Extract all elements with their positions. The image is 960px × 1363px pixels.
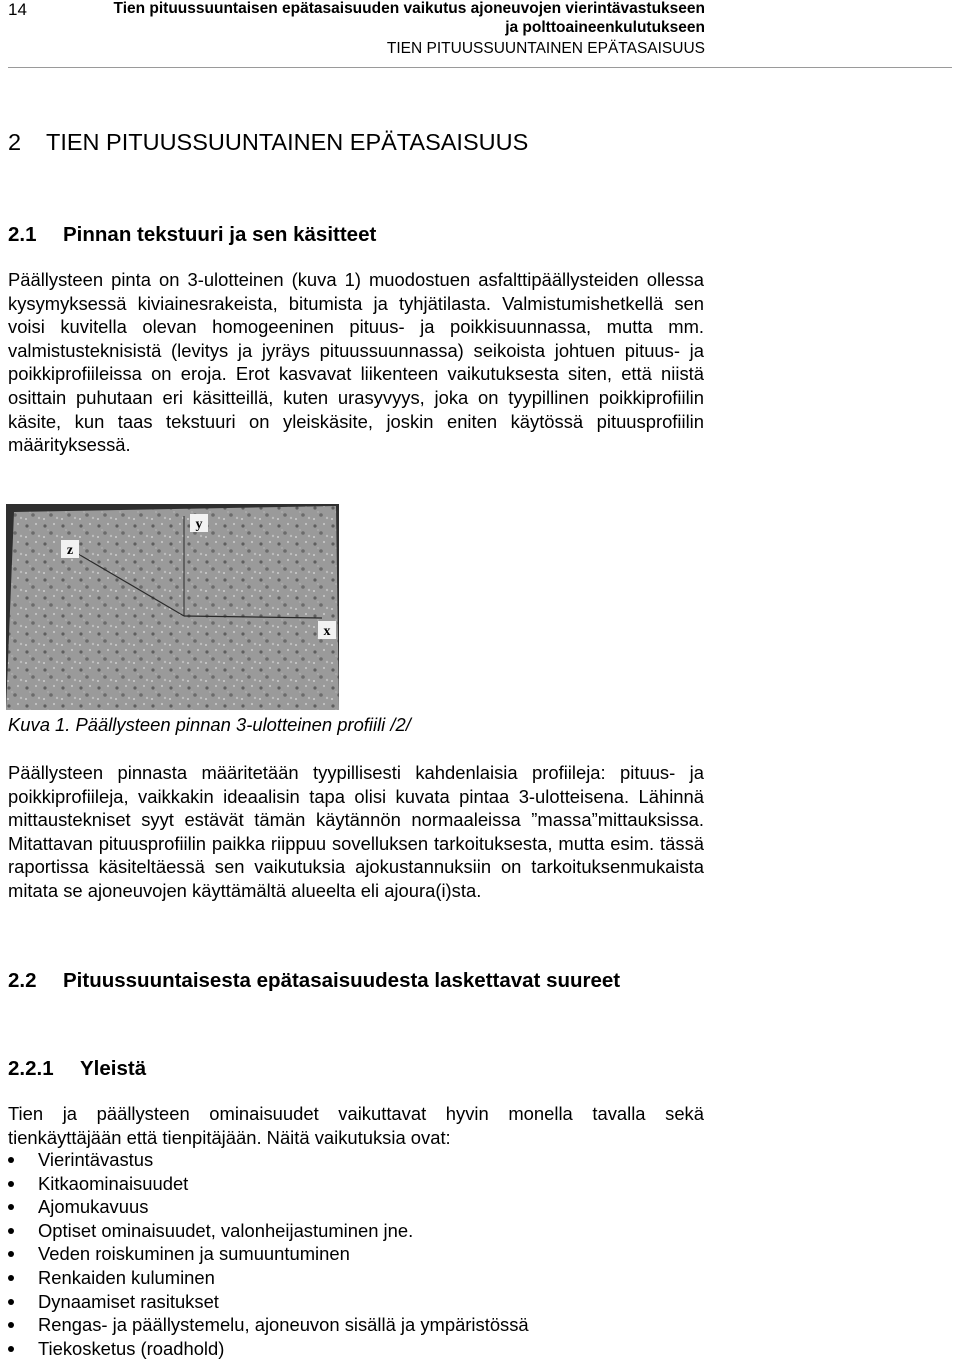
section-2-2-heading bbox=[8, 969, 620, 993]
bullet-icon bbox=[8, 1346, 14, 1352]
y-axis-label: y bbox=[195, 517, 203, 532]
list-item: Kitkaominaisuudet bbox=[8, 1172, 529, 1196]
page-number: 14 bbox=[8, 0, 27, 19]
running-title-line-1: Tien pituussuuntaisen epätasaisuuden vaikutus ajoneuvojen vierintävastukseen bbox=[113, 0, 705, 17]
z-axis-label: z bbox=[66, 543, 74, 558]
running-title-line-2: ja polttoaineenkulutukseen bbox=[505, 19, 705, 36]
bullet-icon bbox=[8, 1181, 14, 1187]
section-2-2-1-number: 2.2.1 bbox=[8, 1057, 54, 1080]
after-figure-paragraph: Päällysteen pinnasta määritetään tyypillisesti kahdenlaisia profiileja: pituus- ja poikkiprofiileja, vaikkakin ideaalisin tapa olisi kuvata pintaa 3-ulotteisena. Lähinnä mittaustekniset syyt estävät tämän käytännön normaaleissa ”massa”mittauksissa. Mitattavan pituusprofiilin paikka riippuu sovelluksen tarkoituksesta, mutta esim. tässä raportissa käsiteltäessä sen vaikutuksia ajokustannuksiin on tarkoituksenmukaista mitata se ajoneuvojen käyttämältä alueelta eli ajoura(i)sta. bbox=[8, 762, 704, 901]
chapter-number: 2 bbox=[8, 129, 22, 155]
section-2-1-paragraph: Päällysteen pinta on 3-ulotteinen (kuva 1) muodostuen asfalttipäällysteiden ollessa kysymyksessä kiviainesrakeista, bitumista ja tyhjätilasta. Valmistumishetkellä sen voisi kuvitella olevan homogeeninen pituus- ja poikkisuunnassa, mutta mm. valmistusteknisistä (levitys ja jyräys pituussuunnassa) seikoista johtuen pituus- ja poikkiprofiileissa on eroja. Erot kasvavat liikenteen vaikutuksesta siten, että niistä osittain puhutaan eri käsitteillä, kuten urasyvyys, joka on tyypillinen poikkiprofiilin käsite, kun taas tekstuuri on yleiskäsite, joskin eniten käytössä pituusprofiilin määrityksessä. bbox=[8, 269, 704, 456]
list-item: Veden roiskuminen ja sumuuntuminen bbox=[8, 1242, 529, 1266]
section-2-2-number: 2.2 bbox=[8, 969, 37, 992]
section-2-1-number: 2.1 bbox=[8, 223, 37, 246]
running-section-title: TIEN PITUUSSUUNTAINEN EPÄTASAISUUS bbox=[386, 40, 705, 57]
list-item: Tiekosketus (roadhold) bbox=[8, 1337, 529, 1361]
header-rule bbox=[8, 67, 952, 68]
section-2-2-1-heading bbox=[8, 1057, 146, 1081]
x-axis-label: x bbox=[323, 624, 331, 639]
list-item: Rengas- ja päällystemelu, ajoneuvon sisällä ja ympäristössä bbox=[8, 1313, 529, 1337]
list-item: Vierintävastus bbox=[8, 1148, 529, 1172]
bullet-icon bbox=[8, 1299, 14, 1305]
bullet-icon bbox=[8, 1157, 14, 1163]
chapter-heading bbox=[8, 129, 528, 156]
section-2-1-heading bbox=[8, 223, 376, 247]
section-2-1-title: Pinnan tekstuuri ja sen käsitteet bbox=[63, 223, 377, 246]
figure-caption: Kuva 1. Päällysteen pinnan 3-ulotteinen profiili /2/ bbox=[8, 714, 411, 735]
bullet-icon bbox=[8, 1275, 14, 1281]
bullet-icon bbox=[8, 1228, 14, 1234]
effects-list bbox=[8, 1148, 529, 1360]
chapter-title: TIEN PITUUSSUUNTAINEN EPÄTASAISUUS bbox=[46, 129, 529, 155]
pavement-3d-profile-image bbox=[6, 504, 339, 710]
section-2-2-title: Pituussuuntaisesta epätasaisuudesta laskettavat suureet bbox=[63, 969, 621, 992]
bullet-icon bbox=[8, 1251, 14, 1257]
list-item: Dynaamiset rasitukset bbox=[8, 1290, 529, 1314]
list-item: Ajomukavuus bbox=[8, 1195, 529, 1219]
bullet-icon bbox=[8, 1204, 14, 1210]
section-2-2-1-title: Yleistä bbox=[80, 1057, 147, 1080]
list-item: Optiset ominaisuudet, valonheijastuminen jne. bbox=[8, 1219, 529, 1243]
section-2-2-1-paragraph: Tien ja päällysteen ominaisuudet vaikuttavat hyvin monella tavalla sekä tienkäyttäjään että tienpitäjään. Näitä vaikutuksia ovat: bbox=[8, 1103, 704, 1148]
bullet-icon bbox=[8, 1322, 14, 1328]
list-item: Renkaiden kuluminen bbox=[8, 1266, 529, 1290]
